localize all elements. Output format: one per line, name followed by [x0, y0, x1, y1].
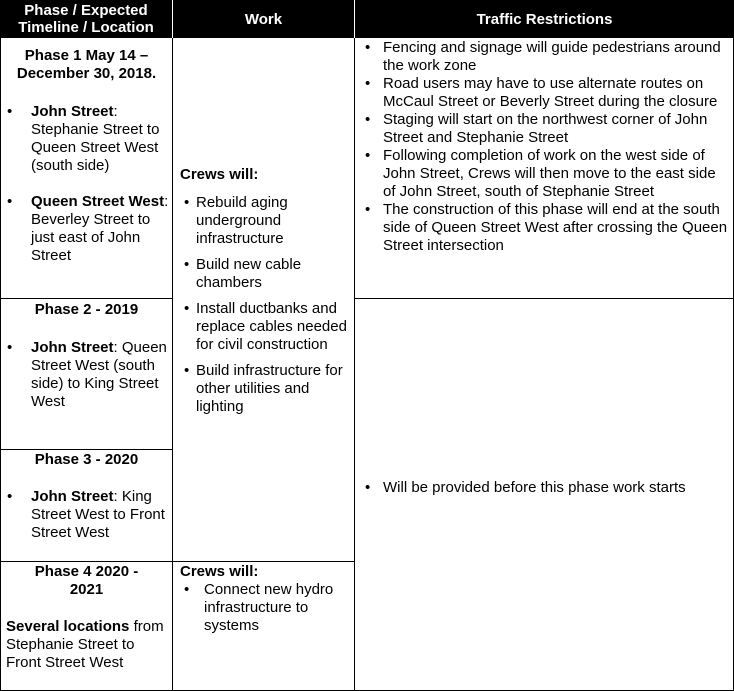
location-desc: : Queen Street West (south side) to King Street West — [31, 339, 167, 410]
traffic-item: • The construction of this phase will end at the south side of Queen Street West after crossing the Queen Street intersection — [356, 201, 732, 255]
traffic-phase1-cell — [356, 39, 732, 255]
phase2-cell — [1, 301, 172, 411]
grid-line — [172, 38, 173, 691]
work-phase4-heading: Crews will: — [180, 563, 259, 580]
grid-line — [0, 449, 173, 450]
work-item: • Build new cable chambers — [178, 256, 352, 292]
phase4-location — [6, 618, 172, 672]
grid-line — [0, 298, 173, 299]
phase4-title: Phase 4 2020 - 2021 — [34, 563, 139, 598]
phase2-title: Phase 2 - 2019 — [34, 301, 139, 318]
phase2-location-1 — [1, 339, 172, 411]
location-desc: : Stephanie Street to Queen Street West (south side) — [31, 103, 160, 174]
location-street: John Street — [31, 103, 114, 120]
traffic-item: • Fencing and signage will guide pedestrians around the work zone — [356, 39, 732, 75]
work-main-heading: Crews will: — [180, 166, 259, 183]
traffic-item: • Following completion of work on the west side of John Street, Crews will then move to the east side of John Street, south of Stephanie Street — [356, 147, 732, 201]
phase1-location-1 — [1, 103, 172, 175]
traffic-item: • Road users may have to use alternate routes on McCaul Street or Beverly Street during the closure — [356, 75, 732, 111]
phase4-location-rest: from Stephanie Street to Front Street West — [6, 618, 164, 671]
traffic-later-cell — [356, 479, 732, 497]
grid-line — [354, 298, 734, 299]
phase4-location-bold: Several locations — [6, 618, 130, 635]
work-item: • Build infrastructure for other utilities and lighting — [178, 362, 352, 416]
work-item: • Install ductbanks and replace cables needed for civil construction — [178, 300, 352, 354]
work-phase4-cell — [180, 563, 352, 635]
work-item: • Rebuild aging underground infrastructure — [178, 194, 352, 248]
grid-line — [0, 561, 355, 562]
header-traffic-restrictions: Traffic Restrictions — [355, 0, 734, 38]
location-desc: : Beverley Street to just east of John Street — [31, 193, 169, 264]
traffic-item: • Staging will start on the northwest corner of John Street and Stephanie Street — [356, 111, 732, 147]
phase1-title: Phase 1 May 14 – December 30, 2018. — [16, 47, 157, 82]
work-main-cell — [180, 166, 352, 424]
header-work: Work — [173, 0, 354, 38]
location-street: John Street — [31, 488, 114, 505]
phase3-title: Phase 3 - 2020 — [34, 451, 139, 468]
traffic-item: • Will be provided before this phase work starts — [356, 479, 732, 497]
phase1-cell — [1, 47, 172, 265]
work-item: • Connect new hydro infrastructure to systems — [174, 581, 352, 635]
phase1-location-2 — [1, 193, 172, 265]
phase3-location-1 — [1, 488, 172, 542]
location-street: John Street — [31, 339, 114, 356]
header-phase-timeline-location: Phase / Expected Timeline / Location — [0, 0, 172, 38]
phase4-cell — [1, 563, 172, 672]
location-street: Queen Street West — [31, 193, 165, 210]
location-desc: : King Street West to Front Street West — [31, 488, 165, 541]
grid-line — [354, 38, 355, 691]
phase3-cell — [1, 451, 172, 542]
